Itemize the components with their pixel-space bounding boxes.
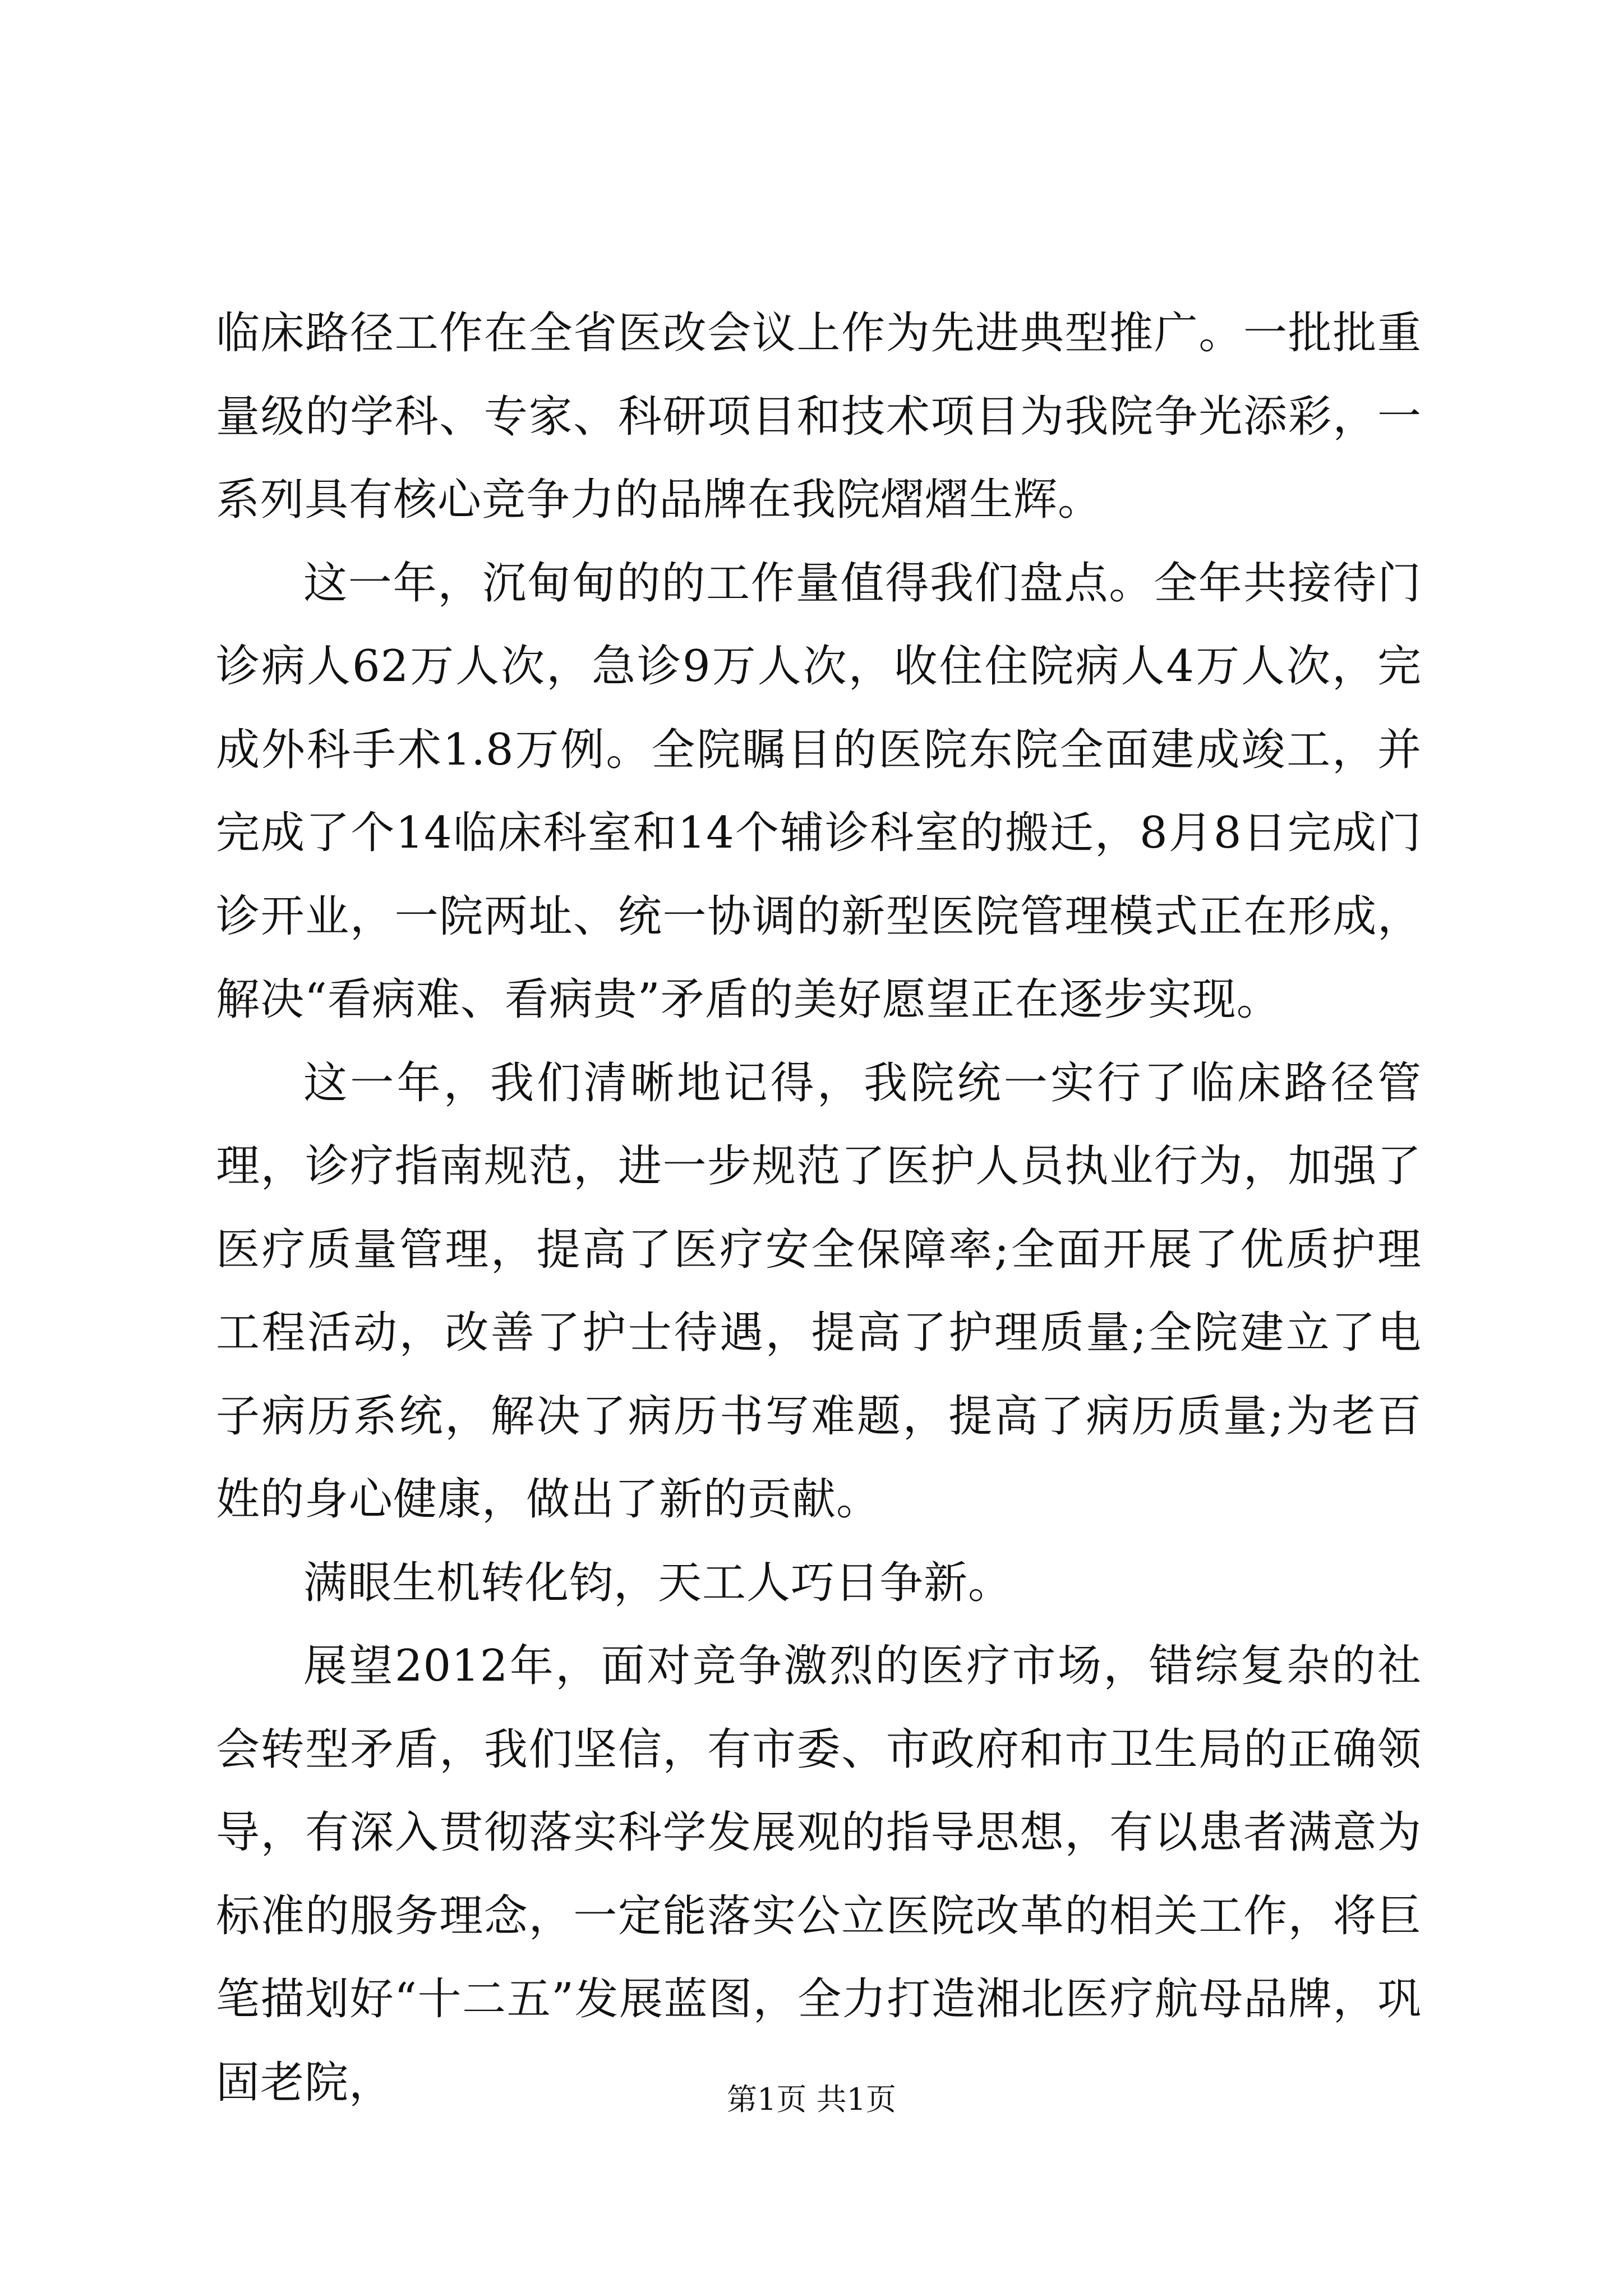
paragraph-continuation: 临床路径工作在全省医改会议上作为先进典型推广。一批批重量级的学科、专家、科研项目和技术项目为我院争光添彩，一系列具有核心竞争力的品牌在我院熠熠生辉。 (216, 308, 1422, 525)
document-body (216, 292, 1422, 2124)
paragraph-achievements: 这一年，我们清晰地记得，我院统一实行了临床路径管理，诊疗指南规范，进一步规范了医护人员执业行为，加强了医疗质量管理，提高了医疗安全保障率;全面开展了优质护理工程活动，改善了护士待遇，提高了护理质量;全院建立了电子病历系统，解决了病历书写难题，提高了病历质量;为老百姓的身心健康，做出了新的贡献。 (216, 1057, 1422, 1525)
page-footer: 第1页 共1页 (727, 2082, 896, 2117)
paragraph-outlook: 展望2012年，面对竞争激烈的医疗市场，错综复杂的社会转型矛盾，我们坚信，有市委、市政府和市卫生局的正确领导，有深入贯彻落实科学发展观的指导思想，有以患者满意为标准的服务理念，一定能落实公立医院改革的相关工作，将巨笔描划好“十二五”发展蓝图，全力打造湘北医疗航母品牌，巩固老院， (216, 1641, 1422, 2108)
paragraph-workload: 这一年，沉甸甸的的工作量值得我们盘点。全年共接待门诊病人62万人次，急诊9万人次，收住住院病人4万人次，完成外科手术1.8万例。全院瞩目的医院东院全面建成竣工，并完成了个14临床科室和14个辅诊科室的搬迁，8月8日完成门诊开业，一院两址、统一协调的新型医院管理模式正在形成，解决“看病难、看病贵”矛盾的美好愿望正在逐步实现。 (216, 558, 1422, 1025)
paragraph-verse: 满眼生机转化钧，天工人巧日争新。 (303, 1557, 1013, 1608)
